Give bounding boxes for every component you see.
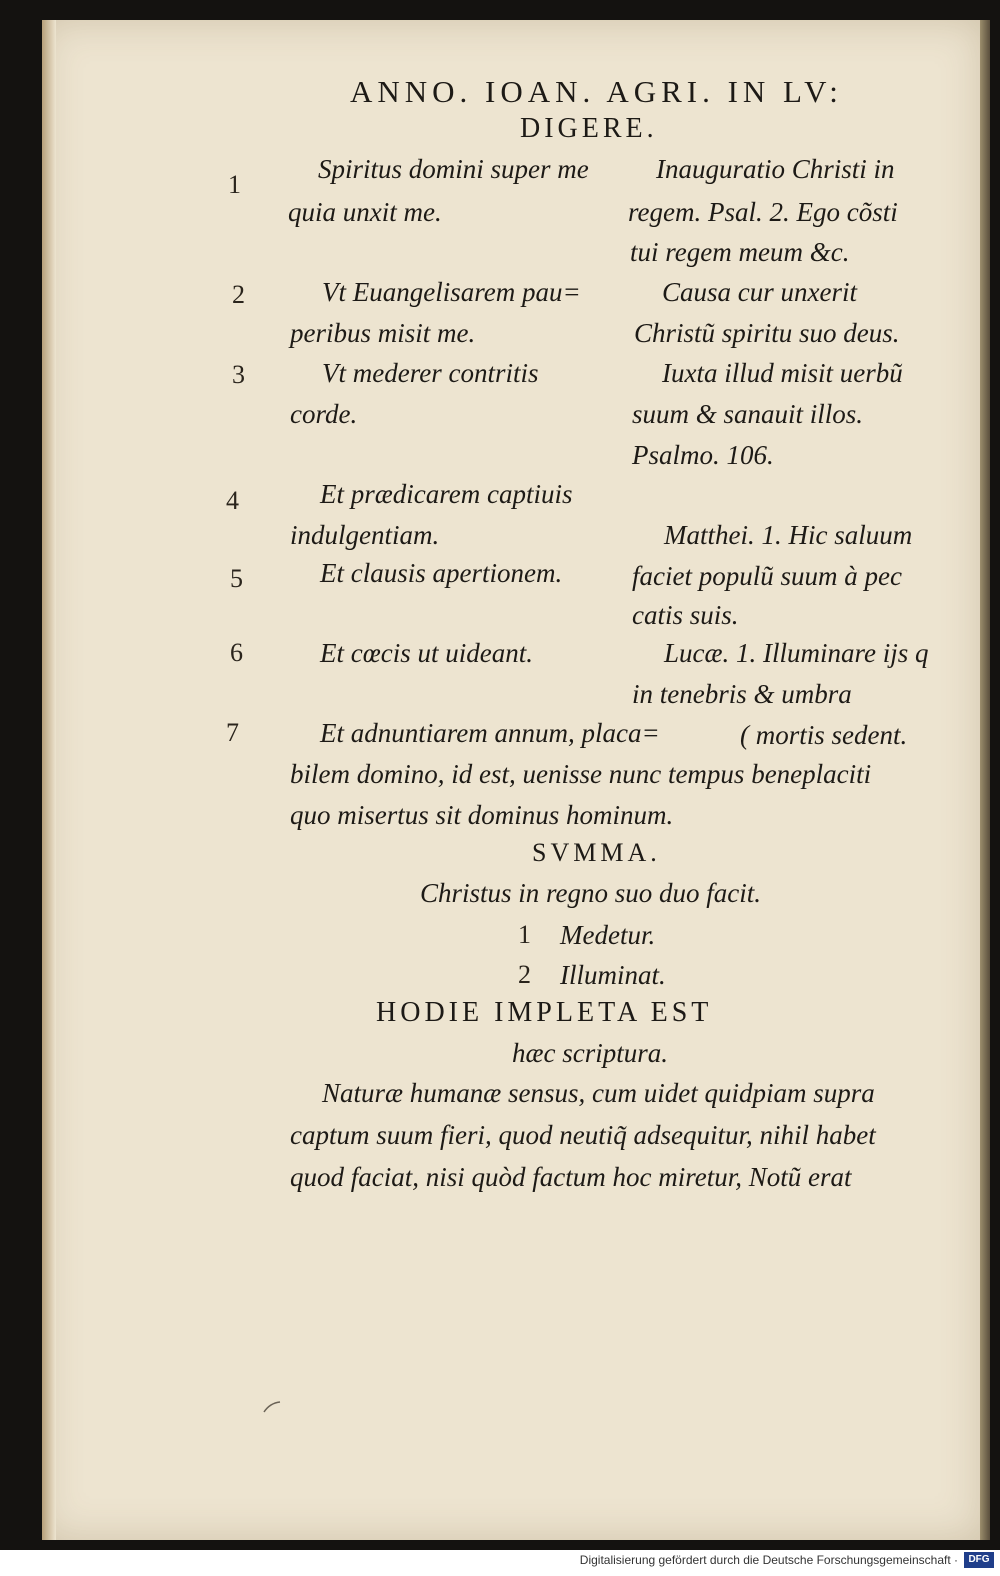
margin-gloss-line: Iuxta illud misit uerbũ bbox=[662, 358, 903, 388]
verse-number: 3 bbox=[232, 360, 245, 389]
verse-number: 1 bbox=[228, 170, 241, 199]
margin-gloss-line: regem. Psal. 2. Ego cõsti bbox=[628, 197, 898, 227]
margin-gloss-line: tui regem meum &c. bbox=[630, 237, 850, 267]
verse-text-line: quia unxit me. bbox=[288, 197, 442, 227]
verse-number: 6 bbox=[230, 638, 243, 667]
verse-text-line: quo misertus sit dominus hominum. bbox=[290, 800, 674, 830]
pencil-mark bbox=[262, 1400, 282, 1414]
verse-text-line: Et adnuntiarem annum, placa= bbox=[320, 718, 660, 748]
margin-gloss-line: ( mortis sedent. bbox=[740, 720, 908, 750]
verse-text-line: indulgentiam. bbox=[290, 520, 440, 550]
verse-text-line: Et prædicarem captiuis bbox=[320, 479, 573, 509]
margin-gloss-line: Matthei. 1. Hic saluum bbox=[664, 520, 913, 550]
verse-number: 4 bbox=[226, 486, 239, 515]
verse-text-line: bilem domino, id est, uenisse nunc tempus beneplaciti bbox=[290, 759, 872, 789]
section-heading: HODIE IMPLETA EST bbox=[376, 997, 713, 1028]
summa-intro: Christus in regno suo duo facit. bbox=[420, 878, 762, 908]
verse-number: 5 bbox=[230, 564, 243, 593]
summa-item-text: Medetur. bbox=[560, 920, 656, 950]
verse-text-line: corde. bbox=[290, 399, 358, 429]
verse-text-line: Spiritus domini super me bbox=[318, 154, 589, 184]
verse-text-line: Vt mederer contritis bbox=[322, 358, 539, 388]
body-text-line: Naturæ humanæ sensus, cum uidet quidpiam supra bbox=[322, 1078, 875, 1108]
verse-text-line: Et cœcis ut uideant. bbox=[320, 638, 533, 668]
margin-gloss-line: Lucæ. 1. Illuminare ijs q bbox=[664, 638, 929, 668]
section-subheading: hæc scriptura. bbox=[512, 1038, 669, 1068]
summa-item-number: 1 bbox=[518, 920, 531, 949]
dfg-logo: DFG bbox=[964, 1552, 994, 1568]
margin-gloss-line: catis suis. bbox=[632, 600, 739, 630]
summa-item-number: 2 bbox=[518, 960, 531, 989]
verse-number: 7 bbox=[226, 718, 239, 747]
verse-number: 2 bbox=[232, 280, 245, 309]
verse-text-line: Vt Euangelisarem pau= bbox=[322, 277, 581, 307]
margin-gloss-line: Inauguratio Christi in bbox=[656, 154, 895, 184]
margin-gloss-line: suum & sanauit illos. bbox=[632, 399, 864, 429]
page-edge bbox=[980, 20, 990, 1540]
summa-item-text: Illuminat. bbox=[560, 960, 666, 990]
body-text-line: quod faciat, nisi quòd factum hoc miretur, Notũ erat bbox=[290, 1162, 852, 1192]
gutter-shadow bbox=[42, 20, 56, 1540]
verse-text-line: Et clausis apertionem. bbox=[320, 558, 563, 588]
margin-gloss-line: in tenebris & umbra bbox=[632, 679, 852, 709]
running-header-continuation: DIGERE. bbox=[520, 113, 658, 144]
running-header: ANNO. IOAN. AGRI. IN LV: bbox=[350, 74, 843, 109]
margin-gloss-line: faciet populũ suum à pec bbox=[632, 561, 902, 591]
body-text-line: captum suum fieri, quod neutiq̃ adsequitur, nihil habet bbox=[290, 1120, 876, 1150]
margin-gloss-line: Christũ spiritu suo deus. bbox=[634, 318, 900, 348]
verse-text-line: peribus misit me. bbox=[290, 318, 476, 348]
margin-gloss-line: Causa cur unxerit bbox=[662, 277, 857, 307]
summa-heading: SVMMA. bbox=[532, 838, 661, 867]
digitization-credit: Digitalisierung gefördert durch die Deutsche Forschungsgemeinschaft · bbox=[579, 1553, 958, 1567]
margin-gloss-line: Psalmo. 106. bbox=[632, 440, 774, 470]
